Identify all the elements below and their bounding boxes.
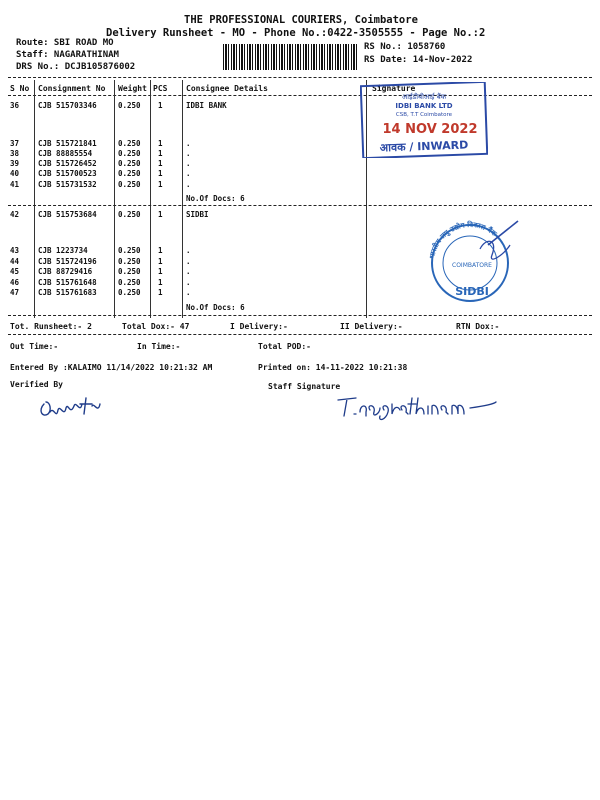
cell-pcs: 1 — [158, 278, 163, 287]
stamp-line2: IDBI BANK LTD — [395, 102, 453, 110]
col-divider — [150, 80, 151, 318]
group-rule — [8, 205, 592, 206]
cell-details: . — [186, 257, 191, 266]
cell-pcs: 1 — [158, 210, 163, 219]
stamp-line3: CSB, T.T Coimbatore — [395, 112, 453, 118]
col-weight: Weight — [118, 84, 147, 93]
cell-weight: 0.250 — [118, 169, 141, 178]
printed-on: Printed on: 14-11-2022 10:21:38 — [258, 363, 408, 372]
cell-consignment: CJB 515724196 — [38, 257, 97, 266]
cell-sno: 37 — [10, 139, 20, 148]
entered-by: Entered By :KALAIMO 11/14/2022 10:21:32 AM — [10, 363, 213, 372]
stamp-date: 14 NOV 2022 — [382, 122, 478, 137]
sidbi-bottom-text: SIDBI — [455, 285, 489, 298]
stamp-inward: आवक / INWARD — [379, 138, 469, 155]
cell-details: . — [186, 288, 191, 297]
col-divider — [114, 80, 115, 318]
cell-sno: 38 — [10, 149, 20, 158]
cell-pcs: 1 — [158, 267, 163, 276]
cell-weight: 0.250 — [118, 149, 141, 158]
col-details: Consignee Details — [186, 84, 268, 93]
cell-weight: 0.250 — [118, 246, 141, 255]
cell-sno: 44 — [10, 257, 20, 266]
group2-docs: No.Of Docs: 6 — [186, 303, 245, 312]
rtn-dox: RTN Dox:- — [456, 322, 500, 331]
stamp-line1: आईडीबीआई बैंक — [401, 93, 447, 101]
cell-weight: 0.250 — [118, 267, 141, 276]
cell-pcs: 1 — [158, 180, 163, 189]
drs-label: DRS No.: DCJB105876002 — [16, 62, 136, 72]
verifier-signature — [36, 392, 106, 424]
cell-weight: 0.250 — [118, 288, 141, 297]
header-rule-bottom — [8, 95, 592, 96]
cell-weight: 0.250 — [118, 210, 141, 219]
cell-pcs: 1 — [158, 149, 163, 158]
cell-sno: 45 — [10, 267, 20, 276]
cell-details: IDBI BANK — [186, 101, 227, 110]
cell-details: . — [186, 159, 191, 168]
cell-pcs: 1 — [158, 246, 163, 255]
cell-pcs: 1 — [158, 257, 163, 266]
totals-rule — [8, 334, 592, 335]
runsheet-title: Delivery Runsheet - MO - Phone No.:0422-3505555 - Page No.:2 — [106, 27, 486, 39]
col-consignment: Consignment No — [38, 84, 106, 93]
cell-weight: 0.250 — [118, 257, 141, 266]
staff-signature-label: Staff Signature — [268, 382, 341, 391]
cell-details: . — [186, 278, 191, 287]
cell-details: SIDBI — [186, 210, 209, 219]
cell-details: . — [186, 267, 191, 276]
group1-docs: No.Of Docs: 6 — [186, 194, 245, 203]
col-sno: S No — [10, 84, 30, 93]
group-rule — [8, 315, 592, 316]
cell-details: . — [186, 139, 191, 148]
cell-consignment: CJB 515761648 — [38, 278, 97, 287]
cell-consignment: CJB 515703346 — [38, 101, 97, 110]
cell-pcs: 1 — [158, 101, 163, 110]
staff-label: Staff: NAGARATHINAM — [16, 50, 119, 60]
cell-consignment: CJB 515700523 — [38, 169, 97, 178]
cell-sno: 40 — [10, 169, 20, 178]
cell-weight: 0.250 — [118, 139, 141, 148]
svg-text:भारतीय लघु उद्योग विकास बैंक — [428, 220, 498, 259]
total-pod: Total POD:- — [258, 342, 311, 351]
cell-pcs: 1 — [158, 169, 163, 178]
cell-weight: 0.250 — [118, 101, 141, 110]
cell-consignment: CJB 1223734 — [38, 246, 88, 255]
ii-delivery: II Delivery:- — [340, 322, 403, 331]
cell-sno: 47 — [10, 288, 20, 297]
cell-consignment: CJB 88885554 — [38, 149, 93, 158]
idbi-inward-stamp — [360, 82, 488, 158]
sidbi-center-text: COIMBATORE — [452, 262, 492, 269]
rs-number: RS No.: 1058760 — [364, 42, 446, 52]
cell-pcs: 1 — [158, 288, 163, 297]
cell-sno: 46 — [10, 278, 20, 287]
col-divider — [34, 80, 35, 318]
cell-sno: 41 — [10, 180, 20, 189]
route-label: Route: SBI ROAD MO — [16, 38, 114, 48]
cell-details: . — [186, 180, 191, 189]
verified-by-label: Verified By — [10, 380, 63, 389]
cell-weight: 0.250 — [118, 278, 141, 287]
cell-details: . — [186, 169, 191, 178]
header-rule-top — [8, 77, 592, 78]
sidbi-seal-stamp — [418, 215, 526, 305]
total-dox: Total Dox:- 47 — [122, 322, 190, 331]
in-time: In Time:- — [137, 342, 181, 351]
cell-consignment: CJB 515753684 — [38, 210, 97, 219]
cell-sno: 36 — [10, 101, 20, 110]
cell-sno: 42 — [10, 210, 20, 219]
sidbi-arc-text: भारतीय लघु उद्योग विकास बैंक — [428, 220, 499, 260]
cell-consignment: CJB 515721841 — [38, 139, 97, 148]
cell-consignment: CJB 88729416 — [38, 267, 93, 276]
i-delivery: I Delivery:- — [230, 322, 288, 331]
rs-date: RS Date: 14-Nov-2022 — [364, 55, 473, 65]
cell-weight: 0.250 — [118, 159, 141, 168]
col-signature: Signature — [372, 84, 416, 93]
cell-consignment: CJB 515761683 — [38, 288, 97, 297]
cell-weight: 0.250 — [118, 180, 141, 189]
cell-sno: 39 — [10, 159, 20, 168]
staff-signature — [334, 392, 500, 422]
cell-sno: 43 — [10, 246, 20, 255]
cell-consignment: CJB 515731532 — [38, 180, 97, 189]
cell-pcs: 1 — [158, 139, 163, 148]
cell-details: . — [186, 246, 191, 255]
cell-details: . — [186, 149, 191, 158]
col-pcs: PCS — [153, 84, 168, 93]
cell-pcs: 1 — [158, 159, 163, 168]
cell-consignment: CJB 515726452 — [38, 159, 97, 168]
out-time: Out Time:- — [10, 342, 59, 351]
company-title: THE PROFESSIONAL COURIERS, Coimbatore — [184, 14, 418, 26]
col-divider — [182, 80, 183, 318]
barcode — [223, 44, 358, 70]
tot-runsheet: Tot. Runsheet:- 2 — [10, 322, 92, 331]
